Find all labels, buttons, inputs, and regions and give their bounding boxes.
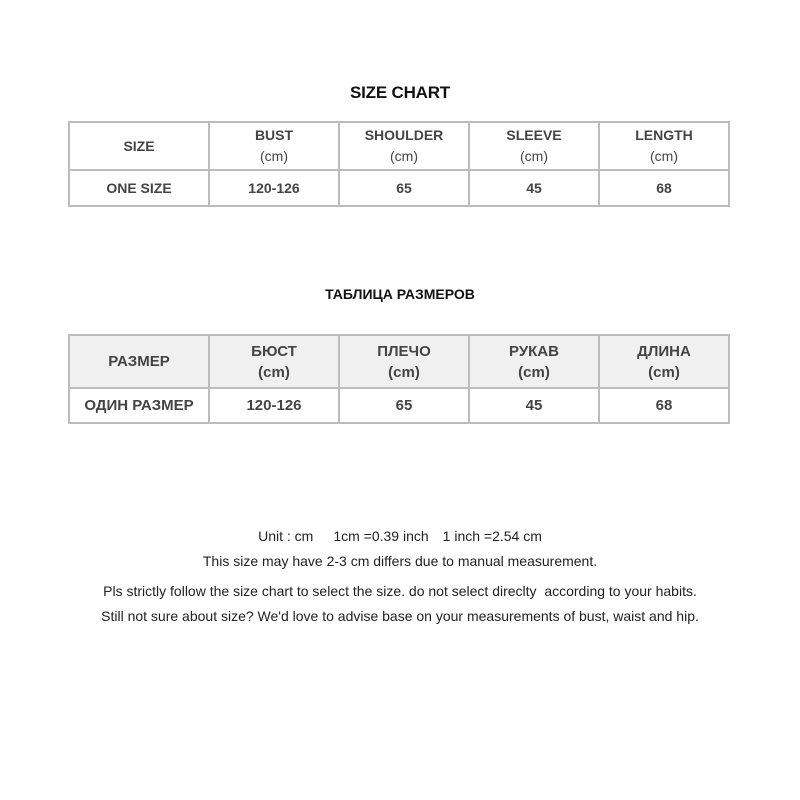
cell-sleeve: 45 <box>469 388 599 423</box>
table-row <box>69 170 729 206</box>
cell-bust: 120-126 <box>209 388 339 423</box>
table-row <box>69 388 729 423</box>
header-length: ДЛИНА (cm) <box>599 335 729 388</box>
cell-sleeve: 45 <box>469 170 599 206</box>
cell-shoulder: 65 <box>339 388 469 423</box>
size-chart-table-en <box>68 121 730 207</box>
header-bust: БЮСТ (cm) <box>209 335 339 388</box>
header-shoulder: ПЛЕЧО (cm) <box>339 335 469 388</box>
size-selection-note: Pls strictly follow the size chart to select the size. do not select direclty according to your habits. <box>103 583 697 599</box>
measurement-note: This size may have 2-3 cm differs due to manual measurement. <box>202 553 598 569</box>
header-size: РАЗМЕР <box>69 335 209 388</box>
advice-note: Still not sure about size? We'd love to advise base on your measurements of bust, waist and hip. <box>101 608 699 624</box>
header-size: SIZE <box>69 122 209 170</box>
cell-bust: 120-126 <box>209 170 339 206</box>
header-length: LENGTH (cm) <box>599 122 729 170</box>
cell-size: ОДИН РАЗМЕР <box>69 388 209 423</box>
cell-length: 68 <box>599 388 729 423</box>
cell-size: ONE SIZE <box>69 170 209 206</box>
header-sleeve: SLEEVE (cm) <box>469 122 599 170</box>
table-header-row <box>69 335 729 388</box>
header-sleeve: РУКАВ (cm) <box>469 335 599 388</box>
header-shoulder: SHOULDER (cm) <box>339 122 469 170</box>
size-chart-title: SIZE CHART <box>349 83 450 102</box>
unit-note: Unit : cm 1cm =0.39 inch 1 inch =2.54 cm <box>258 528 542 544</box>
cell-length: 68 <box>599 170 729 206</box>
size-chart-title-ru: ТАБЛИЦА РАЗМЕРОВ <box>325 286 475 302</box>
size-chart-table-ru <box>68 334 730 424</box>
cell-shoulder: 65 <box>339 170 469 206</box>
header-bust: BUST (cm) <box>209 122 339 170</box>
table-header-row <box>69 122 729 170</box>
